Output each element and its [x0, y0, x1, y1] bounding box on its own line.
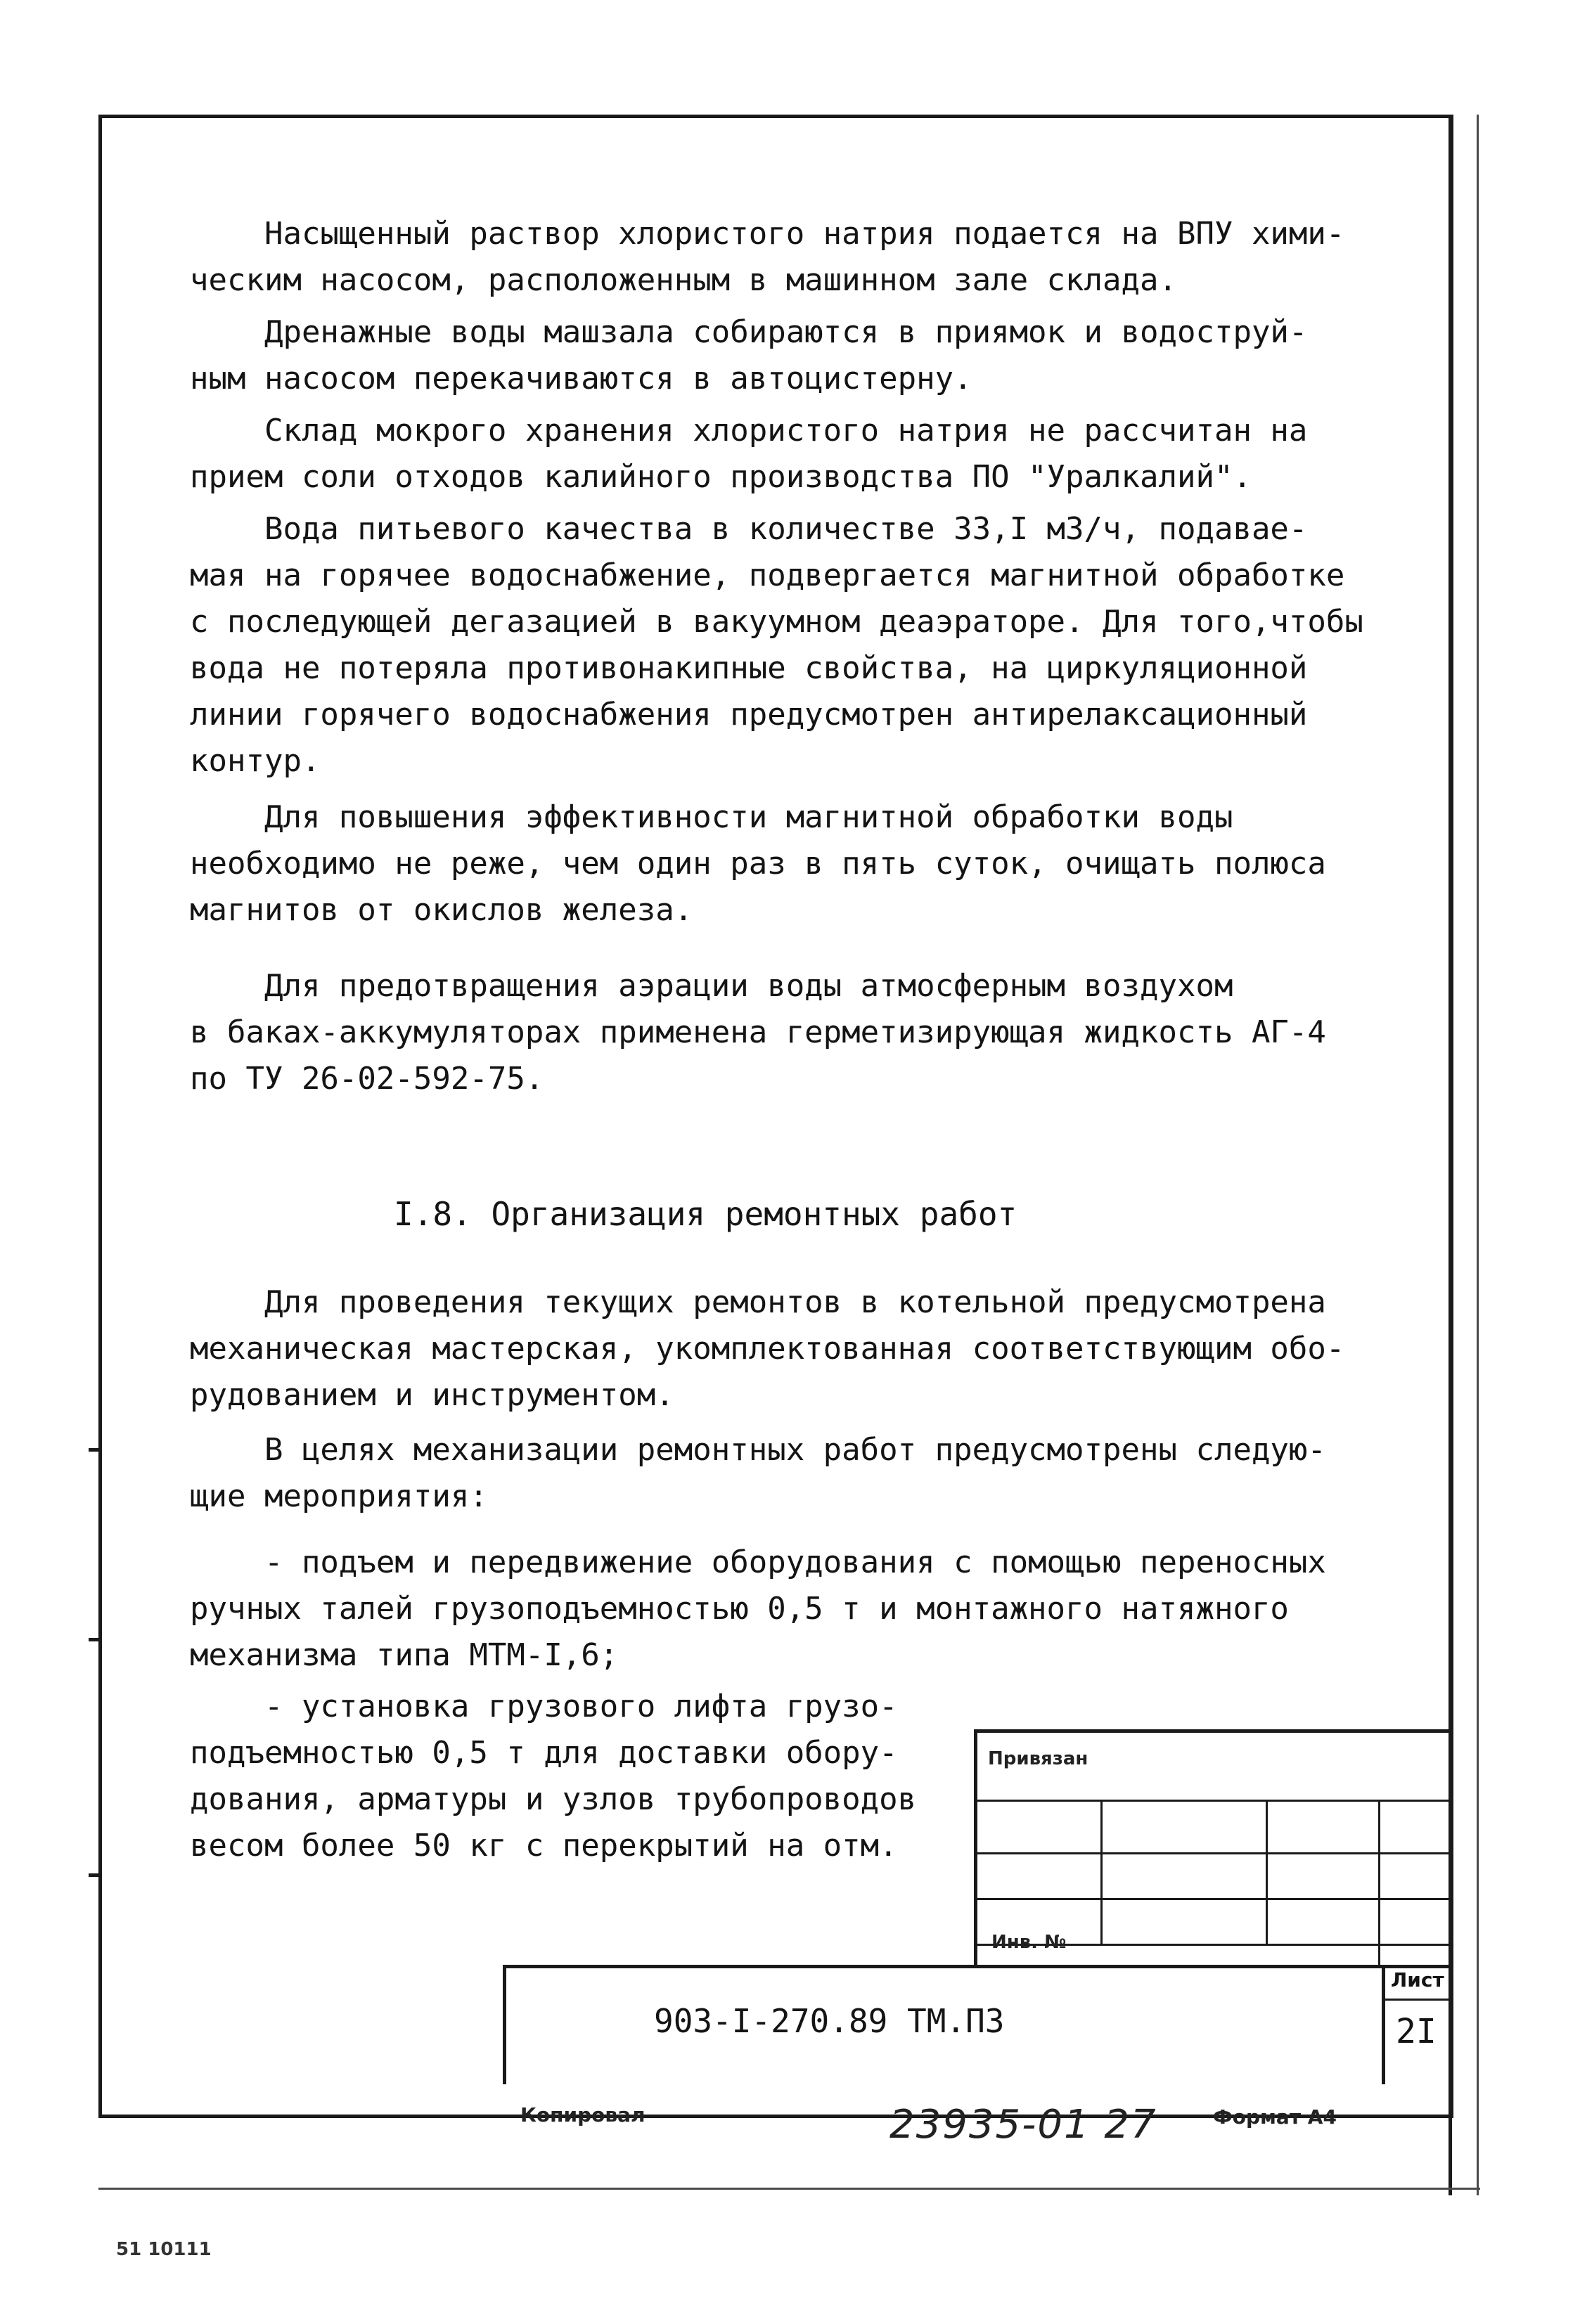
- paragraph-1: Насыщенный раствор хлористого натрия подается на ВПУ хими- ческим насосом, расположенным в машинном зале склада.: [190, 216, 1345, 298]
- document-code: 903-I-270.89 ТМ.ПЗ: [654, 2002, 1005, 2040]
- section-heading: I.8. Организация ремонтных работ: [394, 1195, 1017, 1233]
- bottom-margin-rule: [98, 2188, 1480, 2190]
- format-label: Формат А4: [1213, 2105, 1337, 2129]
- paragraph-2: Дренажные воды машзала собираются в приямок и водоструй- ным насосом перекачиваются в автоцистерну.: [190, 314, 1308, 396]
- section-paragraph-1: Для проведения текущих ремонтов в котельной предусмотрена механическая мастерская, укомплектованная соответствующим обо- рудованием и инструментом.: [190, 1284, 1345, 1413]
- section-paragraph-2: В целях механизации ремонтных работ предусмотрены следую- щие мероприятия:: [190, 1432, 1326, 1514]
- page-note: 51 10111: [116, 2239, 212, 2260]
- edge-tick: [89, 1873, 101, 1877]
- inventory-label: Инв. №: [991, 1932, 1067, 1953]
- copied-label: Копировал: [520, 2103, 646, 2126]
- handwritten-number: 23935-01 27: [889, 2102, 1157, 2148]
- bound-label: Привязан: [988, 1748, 1088, 1769]
- section-paragraph-3: - подъем и передвижение оборудования с помощью переносных ручных талей грузоподъемностью 0,5 т и монтажного натяжного механизма типа МТМ-I,6;: [190, 1544, 1326, 1673]
- paragraph-6: Для предотвращения аэрации воды атмосферным воздухом в баках-аккумуляторах применена герметизирующая жидкость АГ-4 по ТУ 26-02-592-75.: [190, 968, 1326, 1097]
- sheet-label: Лист: [1391, 1968, 1444, 1991]
- paragraph-3: Склад мокрого хранения хлористого натрия не рассчитан на прием соли отходов калийного производства ПО "Уралкалий".: [190, 413, 1308, 495]
- section-paragraph-4: - установка грузового лифта грузо- подъемностью 0,5 т для доставки обору- дования, арматуры и узлов трубопроводов весом более 50 кг с перекрытий на отм.: [190, 1689, 917, 1864]
- paragraph-5: Для повышения эффективности магнитной обработки воды необходимо не реже, чем один раз в пять суток, очищать полюса магнитов от окислов железа.: [190, 799, 1326, 928]
- edge-tick: [89, 1448, 101, 1452]
- outer-margin-rule: [1477, 115, 1479, 2195]
- paragraph-4: Вода питьевого качества в количестве 33,I м3/ч, подавае- мая на горячее водоснабжение, подвергается магнитной обработке с последующей дегазацией в вакуумном деаэраторе. Для того,чтобы вода не потеряла противонакипные свойства, на циркуляционной линии горячего водоснабжения предусмотрен антирелаксационный контур.: [190, 511, 1363, 779]
- sheet-number: 2I: [1396, 2012, 1437, 2051]
- edge-tick: [89, 1638, 101, 1641]
